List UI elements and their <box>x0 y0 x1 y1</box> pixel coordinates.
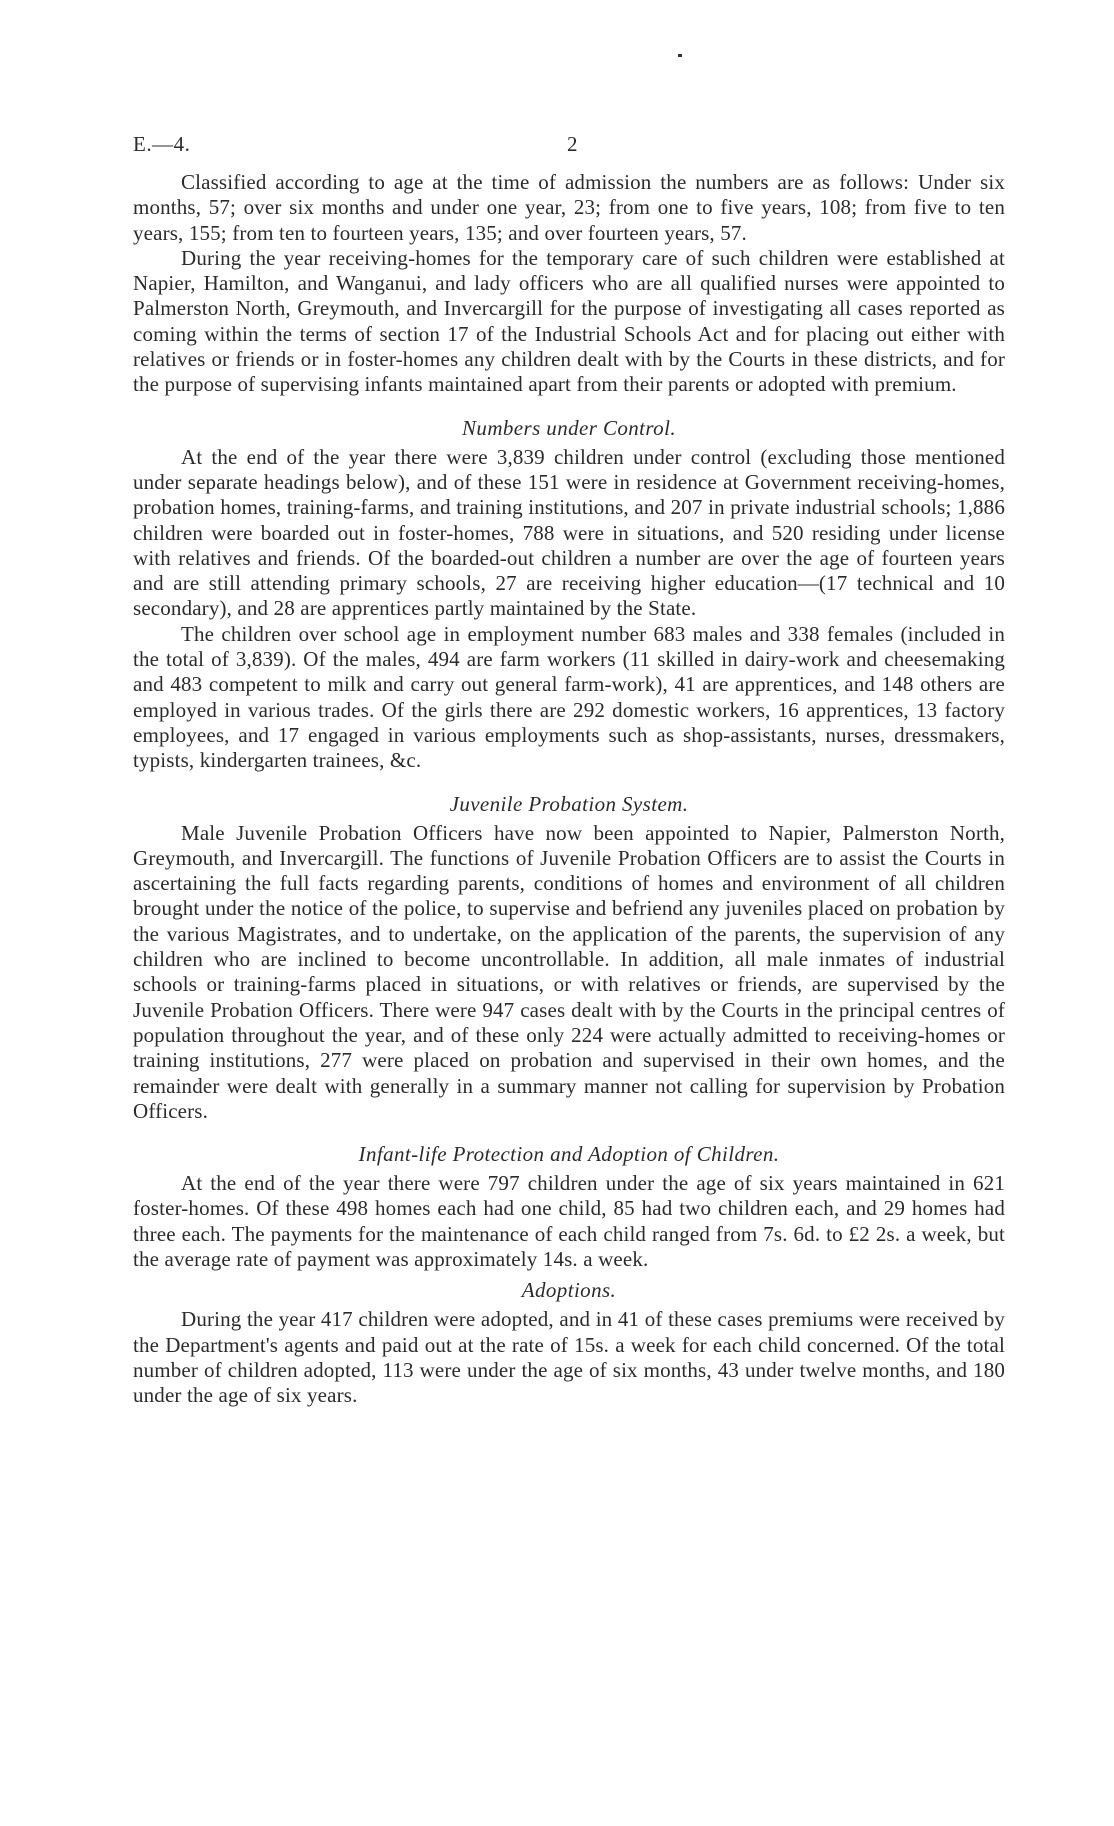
page-number: 2 <box>567 132 578 156</box>
heading-adoptions: Adoptions. <box>521 1278 617 1303</box>
paragraph-age-classification: Classified according to age at the time of admission the numbers are as follows: Under six months, 57; over six months and under one year, 23; from one to five years, 108; from five to ten years, 155; from ten to fourteen years, 135; and over fourteen years, 57. <box>133 170 1005 245</box>
paragraph-probation-officers: Male Juvenile Probation Officers have now been appointed to Napier, Palmerston North, Greymouth, and Invercargill. The functions of Juvenile Probation Officers are to assist the Courts in ascertaining the full facts regarding parents, conditions of homes and environment of all children brought under the notice of the police, to supervise and befriend any juveniles placed on probation by the various Magistrates, and to undertake, on the application of the parents, the supervision of any children who are inclined to become uncontrollable. In addition, all male inmates of industrial schools or training-farms placed in situations, or with relatives or friends, are supervised by the Juvenile Probation Officers. There were 947 cases dealt with by the Courts in the principal centres of population throughout the year, and of these only 224 were actually admitted to receiving-homes or training institutions, 277 were placed on probation and supervised in their own homes, and the remainder were dealt with generally in a summary manner not calling for supervision by Probation Officers. <box>133 820 1005 1123</box>
paragraph-children-under-control: At the end of the year there were 3,839 children under control (excluding those mentioned under separate headings below), and of these 151 were in residence at Government receiving-homes, probation homes, training-farms, and training institutions, and 207 in private industrial schools; 1,886 children were boarded out in foster-homes, 788 were in situations, and 520 residing under license with relatives and friends. Of the boarded-out children a number are over the age of fourteen years and are still attending primary schools, 27 are receiving higher education—(17 technical and 10 secondary), and 28 are apprentices partly maintained by the State. <box>133 444 1005 621</box>
heading-infant-life-protection: Infant-life Protection and Adoption of Children. <box>358 1142 780 1167</box>
paragraph-foster-homes: At the end of the year there were 797 children under the age of six years maintained in 621 foster-homes. Of these 498 homes each had one child, 85 had two children each, and 29 homes had three each. The payments for the maintenance of each child ranged from 7s. 6d. to £2 2s. a week, but the average rate of payment was approximately 14s. a week. <box>133 1171 1005 1271</box>
heading-juvenile-probation: Juvenile Probation System. <box>449 791 689 816</box>
document-reference: E.—4. <box>133 132 191 156</box>
scan-speck <box>678 54 682 57</box>
paragraph-employment: The children over school age in employment number 683 males and 338 females (included in the total of 3,839). Of the males, 494 are farm workers (11 skilled in dairy-work and cheesemaking and 483 competent to milk and carry out general farm-work), 41 are apprentices, and 148 others are employed in various trades. Of the girls there are 292 domestic workers, 16 apprentices, 13 factory employees, and 17 engaged in various employments such as shop-assistants, nurses, dressmakers, typists, kindergarten trainees, &c. <box>133 621 1005 773</box>
paragraph-adoptions: During the year 417 children were adopted, and in 41 of these cases premiums were received by the Department's agents and paid out at the rate of 15s. a week for each child concerned. Of the total number of children adopted, 113 were under the age of six months, 43 under twelve months, and 180 under the age of six years. <box>133 1307 1005 1408</box>
document-page <box>133 128 1005 1408</box>
heading-numbers-under-control: Numbers under Control. <box>462 415 676 440</box>
paragraph-receiving-homes: During the year receiving-homes for the temporary care of such children were established at Napier, Hamilton, and Wanganui, and lady officers who are all qualified nurses were appointed to Palmerston North, Greymouth, and Invercargill for the purpose of investigating all cases reported as coming within the terms of section 17 of the Industrial Schools Act and for placing out either with relatives or friends or in foster-homes any children dealt with by the Courts in these districts, and for the purpose of supervising infants maintained apart from their parents or adopted with premium. <box>133 245 1005 397</box>
page-header <box>133 128 1005 162</box>
